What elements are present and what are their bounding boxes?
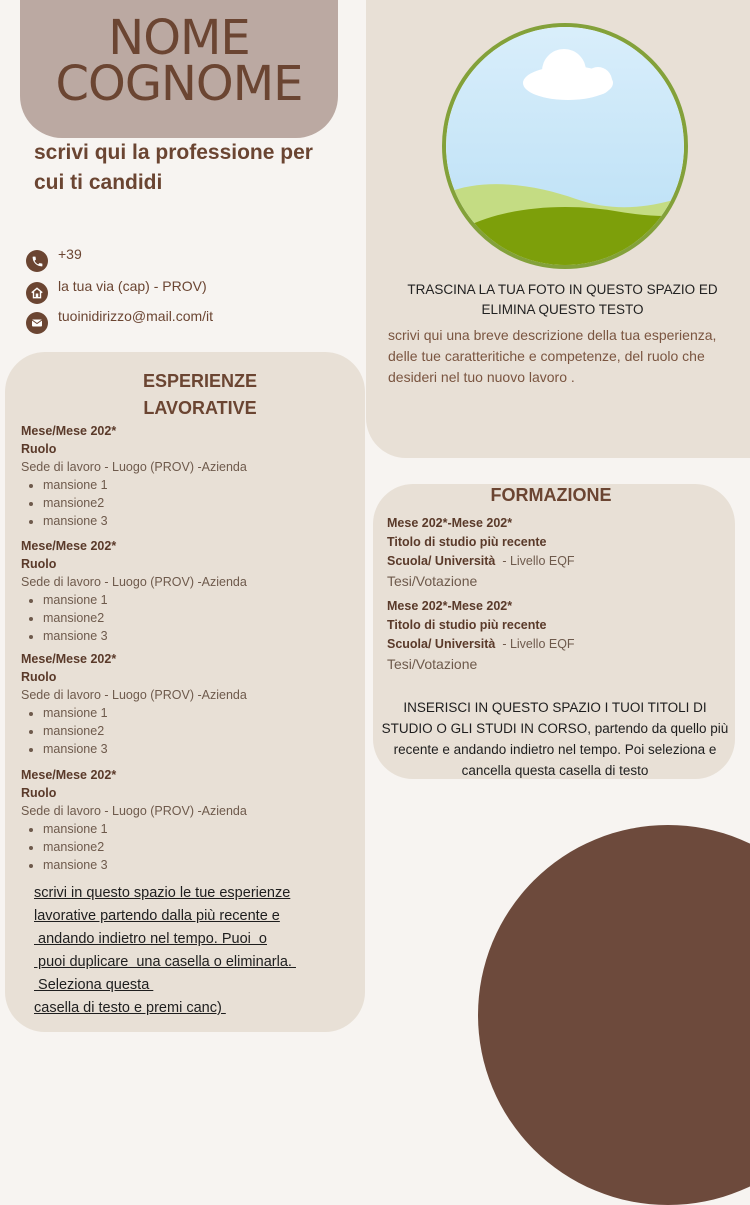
mail-icon bbox=[26, 312, 48, 334]
job-period: Mese/Mese 202* bbox=[21, 424, 117, 438]
job-task: • mansione 3 bbox=[43, 627, 351, 645]
job-task: • mansione 3 bbox=[43, 856, 351, 874]
job-entry[interactable] bbox=[21, 422, 351, 530]
experience-note-line: lavorative partendo dalla più recente e bbox=[34, 908, 280, 924]
experience-title-line1: ESPERIENZE bbox=[142, 371, 258, 391]
job-place: Sede di lavoro - Luogo (PROV) -Azienda bbox=[21, 804, 247, 818]
job-task: • mansione 1 bbox=[43, 820, 351, 838]
job-tasks bbox=[21, 476, 351, 530]
contact-email-text[interactable]: tuoinidirizzo@mail.com/it bbox=[58, 308, 214, 324]
contact-address bbox=[26, 278, 207, 306]
job-task: • mansione 1 bbox=[43, 591, 351, 609]
job-entry[interactable] bbox=[21, 650, 351, 758]
job-role: Ruolo bbox=[21, 786, 57, 800]
education-school: Scuola/ Università bbox=[387, 637, 496, 651]
last-name[interactable]: COGNOME bbox=[55, 56, 303, 112]
experience-instructions[interactable] bbox=[34, 882, 334, 1020]
job-tasks bbox=[21, 820, 351, 874]
job-task: • mansione2 bbox=[43, 609, 351, 627]
education-level: - Livello EQF bbox=[495, 554, 575, 568]
education-period: Mese 202*-Mese 202* bbox=[387, 516, 513, 530]
education-instructions[interactable]: INSERISCI IN QUESTO SPAZIO I TUOI TITOLI DI STUDIO O GLI STUDI IN CORSO, partendo da quello più recente e andando indietro nel tempo. Poi seleziona e cancella questa casella di testo bbox=[381, 700, 729, 778]
contact-phone bbox=[26, 246, 82, 274]
landscape-icon bbox=[446, 27, 684, 265]
education-entry[interactable] bbox=[387, 514, 727, 592]
photo-hint-line1: TRASCINA LA TUA FOTO IN QUESTO SPAZIO ED bbox=[407, 282, 718, 297]
education-title: FORMAZIONE bbox=[490, 485, 612, 505]
experience-title bbox=[90, 368, 310, 422]
contact-email bbox=[26, 308, 214, 336]
job-period: Mese/Mese 202* bbox=[21, 539, 117, 553]
profession-text[interactable]: scrivi qui la professione per cui ti candidi bbox=[34, 141, 313, 194]
education-grade: Tesi/Votazione bbox=[387, 656, 478, 672]
job-place: Sede di lavoro - Luogo (PROV) -Azienda bbox=[21, 460, 247, 474]
contact-phone-text[interactable]: +39 bbox=[58, 246, 82, 262]
education-school: Scuola/ Università bbox=[387, 554, 496, 568]
phone-icon bbox=[26, 250, 48, 272]
photo-placeholder[interactable] bbox=[442, 23, 688, 269]
education-grade: Tesi/Votazione bbox=[387, 573, 478, 589]
education-level: - Livello EQF bbox=[495, 637, 575, 651]
job-entry[interactable] bbox=[21, 766, 351, 874]
job-task: • mansione2 bbox=[43, 494, 351, 512]
experience-note-line: puoi duplicare una casella o eliminarla. bbox=[34, 954, 296, 970]
name-header bbox=[20, 0, 338, 138]
first-name[interactable]: NOME bbox=[108, 10, 250, 66]
job-tasks bbox=[21, 591, 351, 645]
photo-hint-line2: ELIMINA QUESTO TESTO bbox=[481, 302, 644, 317]
education-school-line bbox=[387, 552, 727, 571]
job-entry[interactable] bbox=[21, 537, 351, 645]
job-role: Ruolo bbox=[21, 670, 57, 684]
contact-address-text[interactable]: la tua via (cap) - PROV) bbox=[58, 278, 207, 294]
home-icon bbox=[26, 282, 48, 304]
job-role: Ruolo bbox=[21, 442, 57, 456]
education-school-line bbox=[387, 635, 727, 654]
job-place: Sede di lavoro - Luogo (PROV) -Azienda bbox=[21, 575, 247, 589]
experience-title-line2: LAVORATIVE bbox=[143, 398, 257, 418]
education-entry[interactable] bbox=[387, 597, 727, 675]
education-degree: Titolo di studio più recente bbox=[387, 535, 547, 549]
experience-note-line: scrivi in questo spazio le tue esperienze bbox=[34, 885, 291, 901]
job-role: Ruolo bbox=[21, 557, 57, 571]
job-period: Mese/Mese 202* bbox=[21, 652, 117, 666]
photo-hint bbox=[390, 280, 735, 320]
job-task: • mansione 3 bbox=[43, 740, 351, 758]
decorative-circle bbox=[478, 825, 750, 1205]
job-task: • mansione2 bbox=[43, 722, 351, 740]
job-period: Mese/Mese 202* bbox=[21, 768, 117, 782]
experience-note-line: casella di testo e premi canc) bbox=[34, 1000, 226, 1016]
experience-note-line: andando indietro nel tempo. Puoi o bbox=[34, 931, 267, 947]
education-period: Mese 202*-Mese 202* bbox=[387, 599, 513, 613]
job-place: Sede di lavoro - Luogo (PROV) -Azienda bbox=[21, 688, 247, 702]
job-task: • mansione 3 bbox=[43, 512, 351, 530]
job-tasks bbox=[21, 704, 351, 758]
job-task: • mansione2 bbox=[43, 838, 351, 856]
job-task: • mansione 1 bbox=[43, 704, 351, 722]
education-degree: Titolo di studio più recente bbox=[387, 618, 547, 632]
experience-note-line: Seleziona questa bbox=[34, 977, 154, 993]
job-task: • mansione 1 bbox=[43, 476, 351, 494]
summary-text[interactable]: scrivi qui una breve descrizione della tua esperienza, delle tue caratteritiche e competenze, del ruolo che desideri nel tuo nuovo lavoro . bbox=[388, 327, 717, 385]
